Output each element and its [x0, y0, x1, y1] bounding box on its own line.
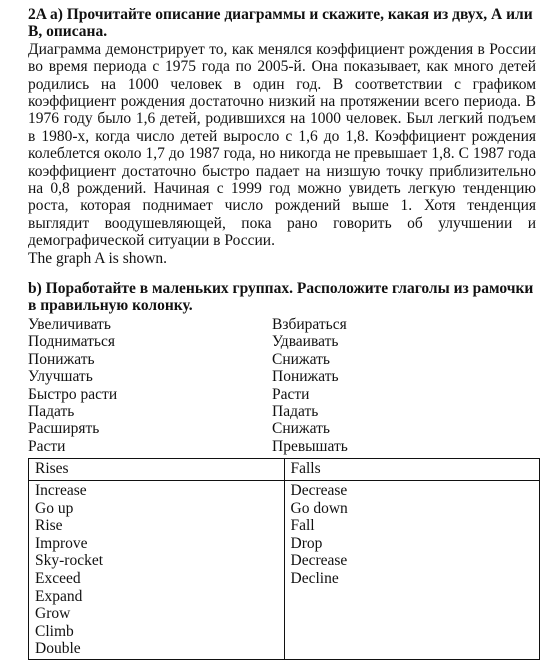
verb-item: Расширять — [28, 420, 100, 438]
section-a-answer: The graph A is shown. — [28, 249, 168, 267]
section-a — [28, 6, 536, 267]
list-item: Grow — [35, 605, 71, 623]
verb-item: Превышать — [272, 437, 348, 455]
rises-cell — [29, 481, 285, 660]
verb-item: Взбираться — [272, 316, 347, 333]
section-a-heading: 2A a) Прочитайте описание диаграммы и скажите, какая из двух, А или В, описана. — [28, 6, 533, 41]
list-item: Fall — [290, 517, 315, 535]
list-item: Decrease — [290, 482, 348, 499]
verb-item: Падать — [272, 403, 319, 421]
falls-cell — [284, 481, 540, 660]
verb-item: Увеличивать — [28, 316, 111, 333]
verb-item: Подниматься — [28, 333, 116, 351]
rises-falls-table — [28, 458, 540, 660]
list-item: Improve — [35, 534, 88, 552]
list-item: Double — [35, 640, 81, 658]
section-a-body: Диаграмма демонстрирует то, как менялся коэффициент рождения в России во время периода с 1975 года по 2005-й. Она показывает, как много детей родились на 1000 человек в один год. В соответствии с графиком коэффициент рождения достаточно низкий на протяжении всего периода. В 1976 году было 1,6 детей, родившихся на 1000 человек. Был легкий подъем в 1980-х, когда число детей выросло с 1,6 до 1,8. Коэффициент рождения колеблется около 1,7 до 1987 года, но никогда не превышает 1,8. С 1987 года коэффициент достаточно быстро падает на низшую точку приблизительно на 0,8 рождений. Начиная с 1999 год можно увидеть легкую тенденцию роста, которая поднимает число рождений выше 1. Хотя тенденция выглядит воодушевляющей, пока рано говорить об улучшении и демографической ситуации в России. — [28, 40, 536, 250]
verb-item: Удваивать — [272, 333, 339, 351]
list-item: Go up — [35, 499, 74, 517]
verb-item: Падать — [28, 403, 75, 421]
list-item: Increase — [35, 482, 87, 499]
rises-header: Rises — [29, 459, 285, 481]
falls-header: Falls — [284, 459, 540, 481]
verb-item: Быстро расти — [28, 385, 118, 403]
list-item: Sky-rocket — [35, 552, 104, 570]
verb-list-left — [28, 316, 117, 455]
list-item: Drop — [290, 534, 323, 552]
list-item: Climb — [35, 622, 74, 640]
verb-item: Расти — [272, 385, 310, 403]
verb-list-right — [272, 316, 348, 455]
list-item: Go down — [290, 499, 348, 517]
list-item: Exceed — [35, 569, 81, 587]
list-item: Rise — [35, 517, 63, 535]
list-item: Decline — [290, 569, 339, 587]
verb-item: Понижать — [272, 368, 339, 386]
verb-item: Улучшать — [28, 368, 93, 386]
list-item: Decrease — [290, 552, 348, 570]
verb-item: Снижать — [272, 350, 330, 368]
section-b-heading: b) Поработайте в маленьких группах. Расположите глаголы из рамочки в правильную колонку. — [28, 280, 534, 315]
verb-item: Понижать — [28, 350, 95, 368]
verb-item: Расти — [28, 437, 66, 455]
verb-item: Снижать — [272, 420, 330, 438]
list-item: Expand — [35, 587, 83, 605]
